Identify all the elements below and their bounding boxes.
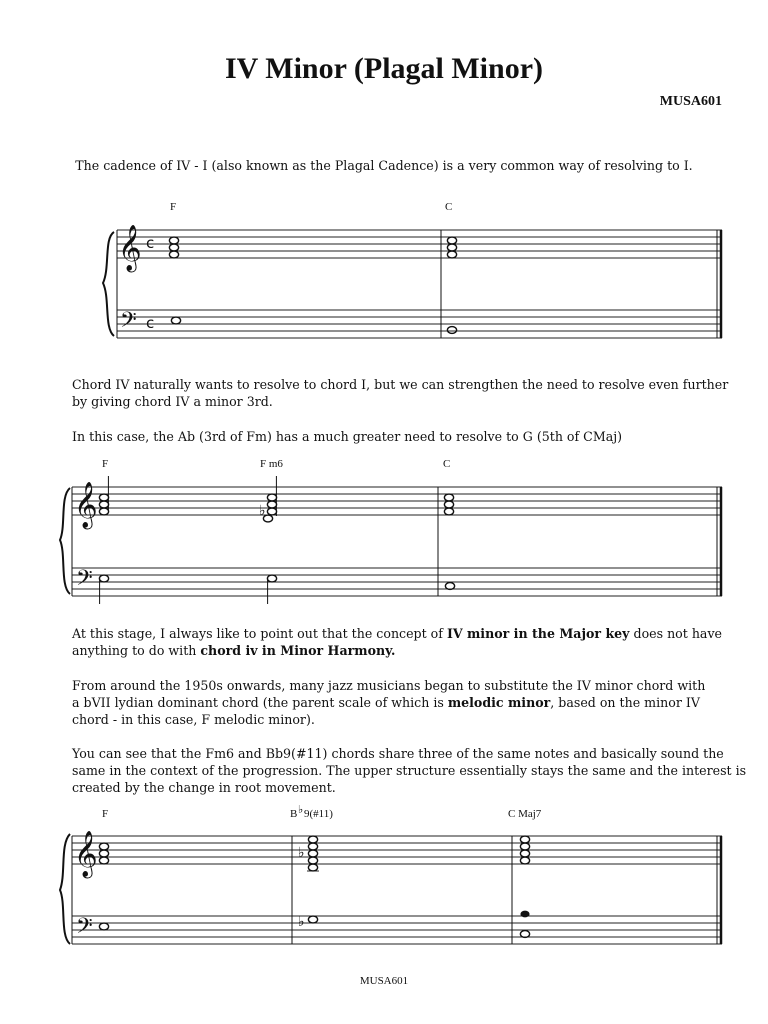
bass-staff <box>72 916 722 944</box>
chord-symbol-fm6: F m6 <box>260 458 283 470</box>
chord-cmaj7-bass-notes <box>520 911 529 938</box>
common-time-treble: c <box>146 234 155 252</box>
brace <box>60 488 70 594</box>
music-example-1 <box>0 198 768 348</box>
intro-paragraph: The cadence of IV - I (also known as the Plagal Cadence) is a very common way of resolving to I. <box>75 158 693 173</box>
music-example-3 <box>0 804 768 954</box>
chord-symbol-cmaj7: C Maj7 <box>508 808 542 820</box>
chord-symbol-f: F <box>102 808 109 820</box>
chord-fm6-treble-notes <box>259 476 277 522</box>
paragraph-6-line-1: You can see that the Fm6 and Bb9(#11) chords share three of the same notes and basically sound the <box>72 746 724 761</box>
brace <box>60 834 70 944</box>
treble-staff <box>72 836 722 864</box>
chord-symbol-c: C <box>445 201 453 213</box>
paragraph-4-line-2: anything to do with chord iv in Minor Harmony. <box>72 643 396 658</box>
chord-symbol-c: C <box>443 458 451 470</box>
brace <box>103 232 114 336</box>
treble-clef-icon: 𝄞 <box>74 831 98 877</box>
chord-symbol-f: F <box>102 458 109 470</box>
bass-staff <box>117 310 722 338</box>
chord-f-bass-note <box>171 317 180 324</box>
chord-symbol-bb9-flat: ♭ <box>298 804 304 816</box>
chord-c-bass-note <box>445 583 454 590</box>
treble-clef-icon: 𝄞 <box>118 225 142 271</box>
bass-clef-icon: 𝄢 <box>120 308 137 338</box>
paragraph-5-line-2: a bVII lydian dominant chord (the parent scale of which is melodic minor, based on the minor IV <box>72 695 700 710</box>
chord-f-treble-notes <box>169 237 178 258</box>
chord-symbol-bb9-root: B <box>290 808 298 820</box>
chord-symbol-f: F <box>170 201 177 213</box>
chord-c-bass-note <box>447 327 456 334</box>
paragraph-5-line-3: chord - in this case, F melodic minor). <box>72 712 315 727</box>
paragraph-4-line-1: At this stage, I always like to point out that the concept of IV minor in the Major key does not have <box>72 626 723 641</box>
chord-bb9-treble-notes <box>298 836 319 871</box>
paragraph-6-line-3: created by the change in root movement. <box>72 780 336 795</box>
page-footer: MUSA601 <box>359 975 409 987</box>
chord-f-treble-notes <box>99 476 108 515</box>
chord-f-bass-note <box>99 575 108 604</box>
chord-symbol-bb9-extension: 9(#11) <box>304 808 333 820</box>
common-time-bass: c <box>146 314 155 332</box>
bass-clef-icon: 𝄢 <box>76 914 93 944</box>
treble-clef-icon: 𝄞 <box>74 482 98 528</box>
treble-staff <box>117 230 722 258</box>
chord-c-treble-notes <box>444 494 453 515</box>
course-code: MUSA601 <box>659 94 722 109</box>
chord-f-bass-note <box>99 923 108 930</box>
chord-fm6-bass-note <box>267 575 276 604</box>
paragraph-2-line-1: Chord IV naturally wants to resolve to chord I, but we can strengthen the need to resolve even further <box>72 377 729 392</box>
flat-icon: ♭ <box>298 914 305 930</box>
treble-staff <box>72 487 722 515</box>
bass-staff <box>72 568 722 596</box>
flat-icon: ♭ <box>298 845 305 861</box>
paragraph-5-line-1: From around the 1950s onwards, many jazz musicians began to substitute the IV minor chord with <box>72 678 706 693</box>
chord-c-treble-notes <box>447 237 456 258</box>
paragraph-2-line-2: by giving chord IV a minor 3rd. <box>72 394 273 409</box>
paragraph-6-line-2: same in the context of the progression. The upper structure essentially stays the same and the interest is <box>72 763 747 778</box>
chord-f-treble-notes <box>99 843 108 864</box>
paragraph-3: In this case, the Ab (3rd of Fm) has a much greater need to resolve to G (5th of CMaj) <box>72 429 623 444</box>
music-example-2 <box>0 456 768 606</box>
page-title: IV Minor (Plagal Minor) <box>224 52 544 85</box>
bass-clef-icon: 𝄢 <box>76 566 93 596</box>
flat-icon: ♭ <box>259 503 266 519</box>
